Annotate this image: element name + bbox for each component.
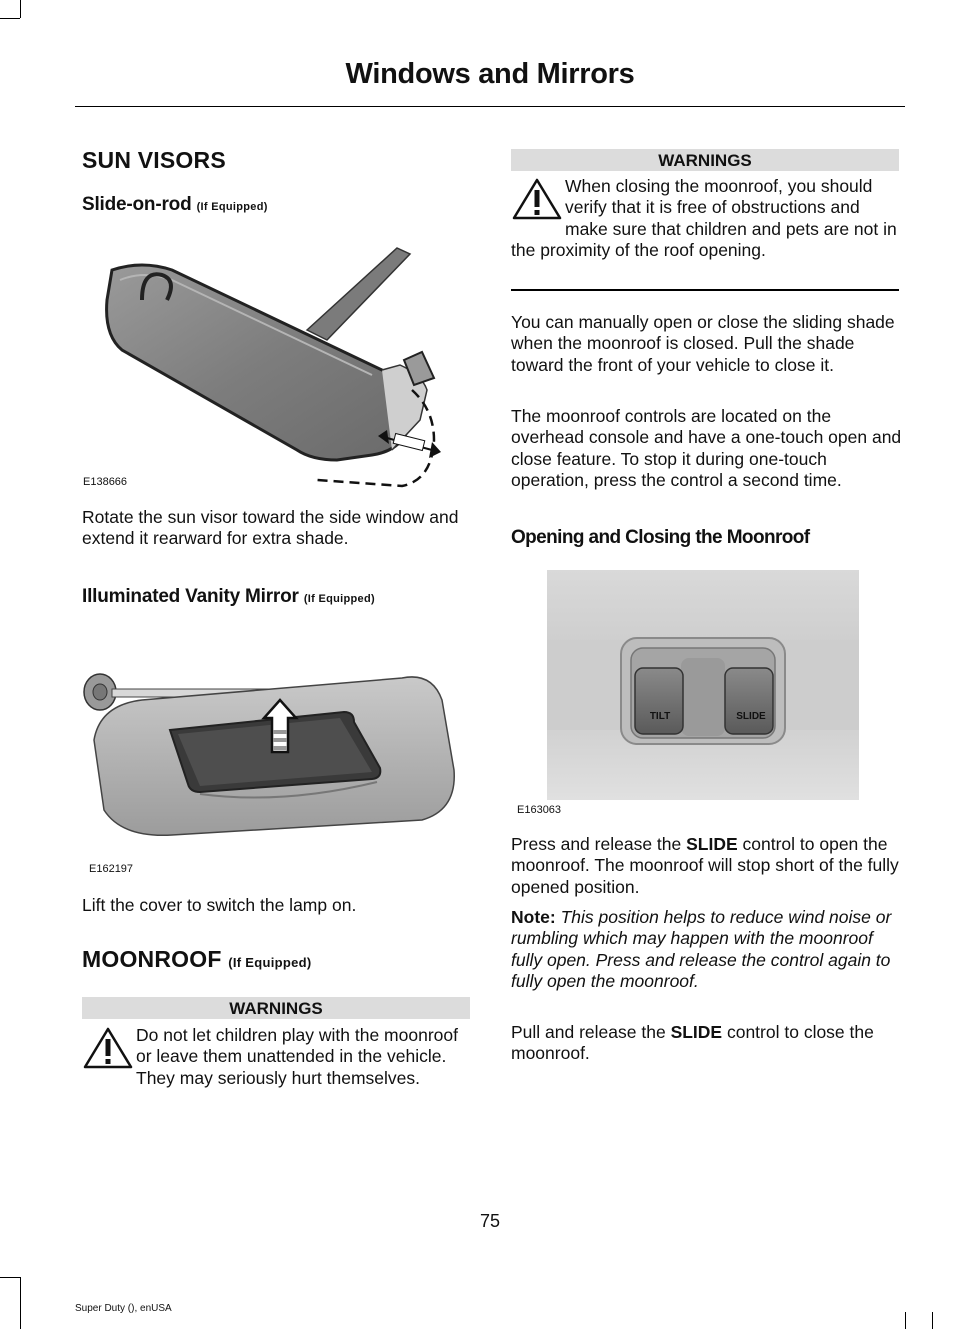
moonroof-title: MOONROOF — [82, 946, 222, 972]
moonroof-controls-figure — [547, 570, 859, 800]
sun-visors-heading: SUN VISORS — [82, 147, 226, 173]
sliding-shade-text: You can manually open or close the sliding shade when the moonroof is closed. Pull the shade toward the front of your vehicle to close it. — [511, 312, 895, 375]
crop-mark — [0, 18, 20, 19]
crop-mark — [905, 1312, 906, 1329]
figure-code: E162197 — [89, 863, 134, 875]
if-equipped-tag: (If Equipped) — [303, 593, 375, 605]
slide-on-rod-text: Rotate the sun visor toward the side window and extend it rearward for extra shade. — [82, 507, 459, 549]
slide-keyword: SLIDE — [686, 834, 738, 854]
warning-divider — [511, 289, 899, 291]
slide-button: SLIDE — [736, 711, 766, 722]
text-run: control to open the moonroof. The moonroof will stop short of the fully opened position. — [511, 834, 899, 897]
slide-on-rod-heading — [82, 194, 268, 216]
if-equipped-tag: (If Equipped) — [228, 955, 312, 970]
warning-text — [511, 176, 901, 261]
title-divider — [75, 106, 905, 107]
note-label: Note: — [511, 907, 556, 927]
vanity-mirror-figure — [82, 660, 462, 840]
warning-text-content: Do not let children play with the moonroof or leave them unattended in the vehicle. They may seriously hurt themselves. — [136, 1025, 458, 1088]
moonroof-heading — [82, 946, 312, 973]
if-equipped-tag: (If Equipped) — [196, 201, 268, 213]
warning-triangle-icon — [511, 176, 563, 222]
note-content: This position helps to reduce wind noise or rumbling which may happen with the moonroof fully open. Press and release the control again to fully open the moonroof. — [511, 907, 892, 991]
vanity-mirror-title: Illuminated Vanity Mirror — [82, 586, 299, 607]
crop-mark — [20, 0, 21, 18]
text-run: control to close the moonroof. — [511, 1022, 874, 1064]
vanity-mirror-heading — [82, 586, 375, 608]
opening-closing-heading: Opening and Closing the Moonroof — [511, 527, 810, 548]
text-run: Pull and release the — [511, 1022, 671, 1042]
crop-mark — [20, 1277, 21, 1329]
pull-slide-text — [511, 1022, 903, 1065]
tilt-button: TILT — [649, 711, 671, 722]
slide-on-rod-title: Slide-on-rod — [82, 194, 192, 215]
warnings-header: WARNINGS — [82, 997, 470, 1019]
document-id: Super Duty (), enUSA — [75, 1303, 172, 1314]
slide-keyword: SLIDE — [670, 1022, 723, 1042]
warning-text — [82, 1025, 472, 1089]
warning-triangle-icon — [82, 1025, 134, 1071]
sun-visor-figure — [82, 240, 462, 495]
warning-text-content: When closing the moonroof, you should verify that it is free of obstructions and make sure that children and pets are not in the proximity of the roof opening. — [511, 176, 897, 260]
page-title: Windows and Mirrors — [345, 58, 635, 90]
note-text — [511, 907, 903, 992]
figure-code: E163063 — [517, 804, 562, 816]
press-slide-text — [511, 834, 903, 898]
vanity-mirror-text: Lift the cover to switch the lamp on. — [82, 895, 357, 915]
crop-mark — [932, 1312, 933, 1329]
controls-location-text: The moonroof controls are located on the overhead console and have a one-touch open and close feature. To stop it during one-touch operation, press the control a second time. — [511, 406, 902, 490]
page-number: 75 — [479, 1211, 501, 1231]
crop-mark — [0, 1277, 20, 1278]
text-run: Press and release the — [511, 834, 687, 854]
figure-code: E138666 — [83, 476, 128, 488]
warnings-header: WARNINGS — [511, 149, 899, 171]
